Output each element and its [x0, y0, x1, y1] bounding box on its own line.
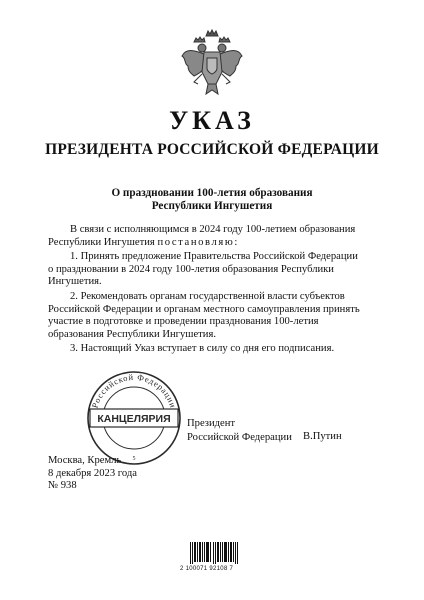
item-paragraph: [48, 291, 380, 341]
chancellery-stamp: [84, 368, 184, 468]
signatory-title-line: Президент: [187, 418, 236, 429]
coat-of-arms-emblem: [180, 28, 244, 102]
barcode: [190, 542, 240, 564]
body-line: [48, 237, 380, 250]
body-line: Ингушетия.: [48, 276, 102, 288]
svg-text:Российской Федерации: [90, 372, 179, 409]
place-city: Москва, Кремль: [48, 455, 122, 466]
stamp-center-text: КАНЦЕЛЯРИЯ: [97, 413, 171, 425]
issuer-subtitle: ПРЕЗИДЕНТА РОССИЙСКОЙ ФЕДЕРАЦИИ: [45, 141, 379, 158]
item-paragraph: [48, 251, 380, 289]
heading-line: О праздновании 100-летия образования: [111, 187, 313, 199]
item-paragraph: [48, 343, 380, 356]
decree-heading: [60, 187, 364, 213]
body-line: образования Республики Ингушетия.: [48, 328, 216, 340]
decree-number: № 938: [48, 480, 77, 492]
body-line: 1. Принять предложение Правительства Российской Федерации: [70, 251, 358, 263]
decree-verb: постановляю:: [157, 236, 239, 248]
signatory-title-line: Российской Федерации: [187, 432, 292, 443]
body-line: о праздновании в 2024 году 100-летия образования Республики: [48, 263, 334, 275]
heading-line: Республики Ингушетия: [151, 200, 273, 212]
decree-body: [48, 224, 380, 358]
body-line: участие в подготовке и проведении празднования 100-летия: [48, 316, 319, 328]
body-line: 3. Настоящий Указ вступает в силу со дня его подписания.: [70, 343, 335, 355]
body-line: 2. Рекомендовать органам государственной власти субъектов: [70, 290, 345, 302]
document-type-title: УКАЗ: [169, 106, 255, 135]
body-line: Российской Федерации и органам местного самоуправления принять: [48, 303, 360, 315]
stamp-ring-text: Российской Федерации: [89, 371, 179, 410]
body-line: В связи с исполняющимся в 2024 году 100-летием образования: [70, 224, 356, 235]
place-date-number: [48, 455, 137, 493]
stamp-number: 5: [132, 456, 136, 462]
decree-date: 8 декабря 2023 года: [48, 467, 137, 479]
barcode-digits: 2 100071 92108 7: [180, 566, 234, 572]
intro-text: Республики Ингушетия: [48, 236, 155, 248]
signatory-title: [187, 417, 292, 445]
signatory-name: В.Путин: [303, 431, 342, 442]
intro-paragraph: [48, 224, 380, 249]
